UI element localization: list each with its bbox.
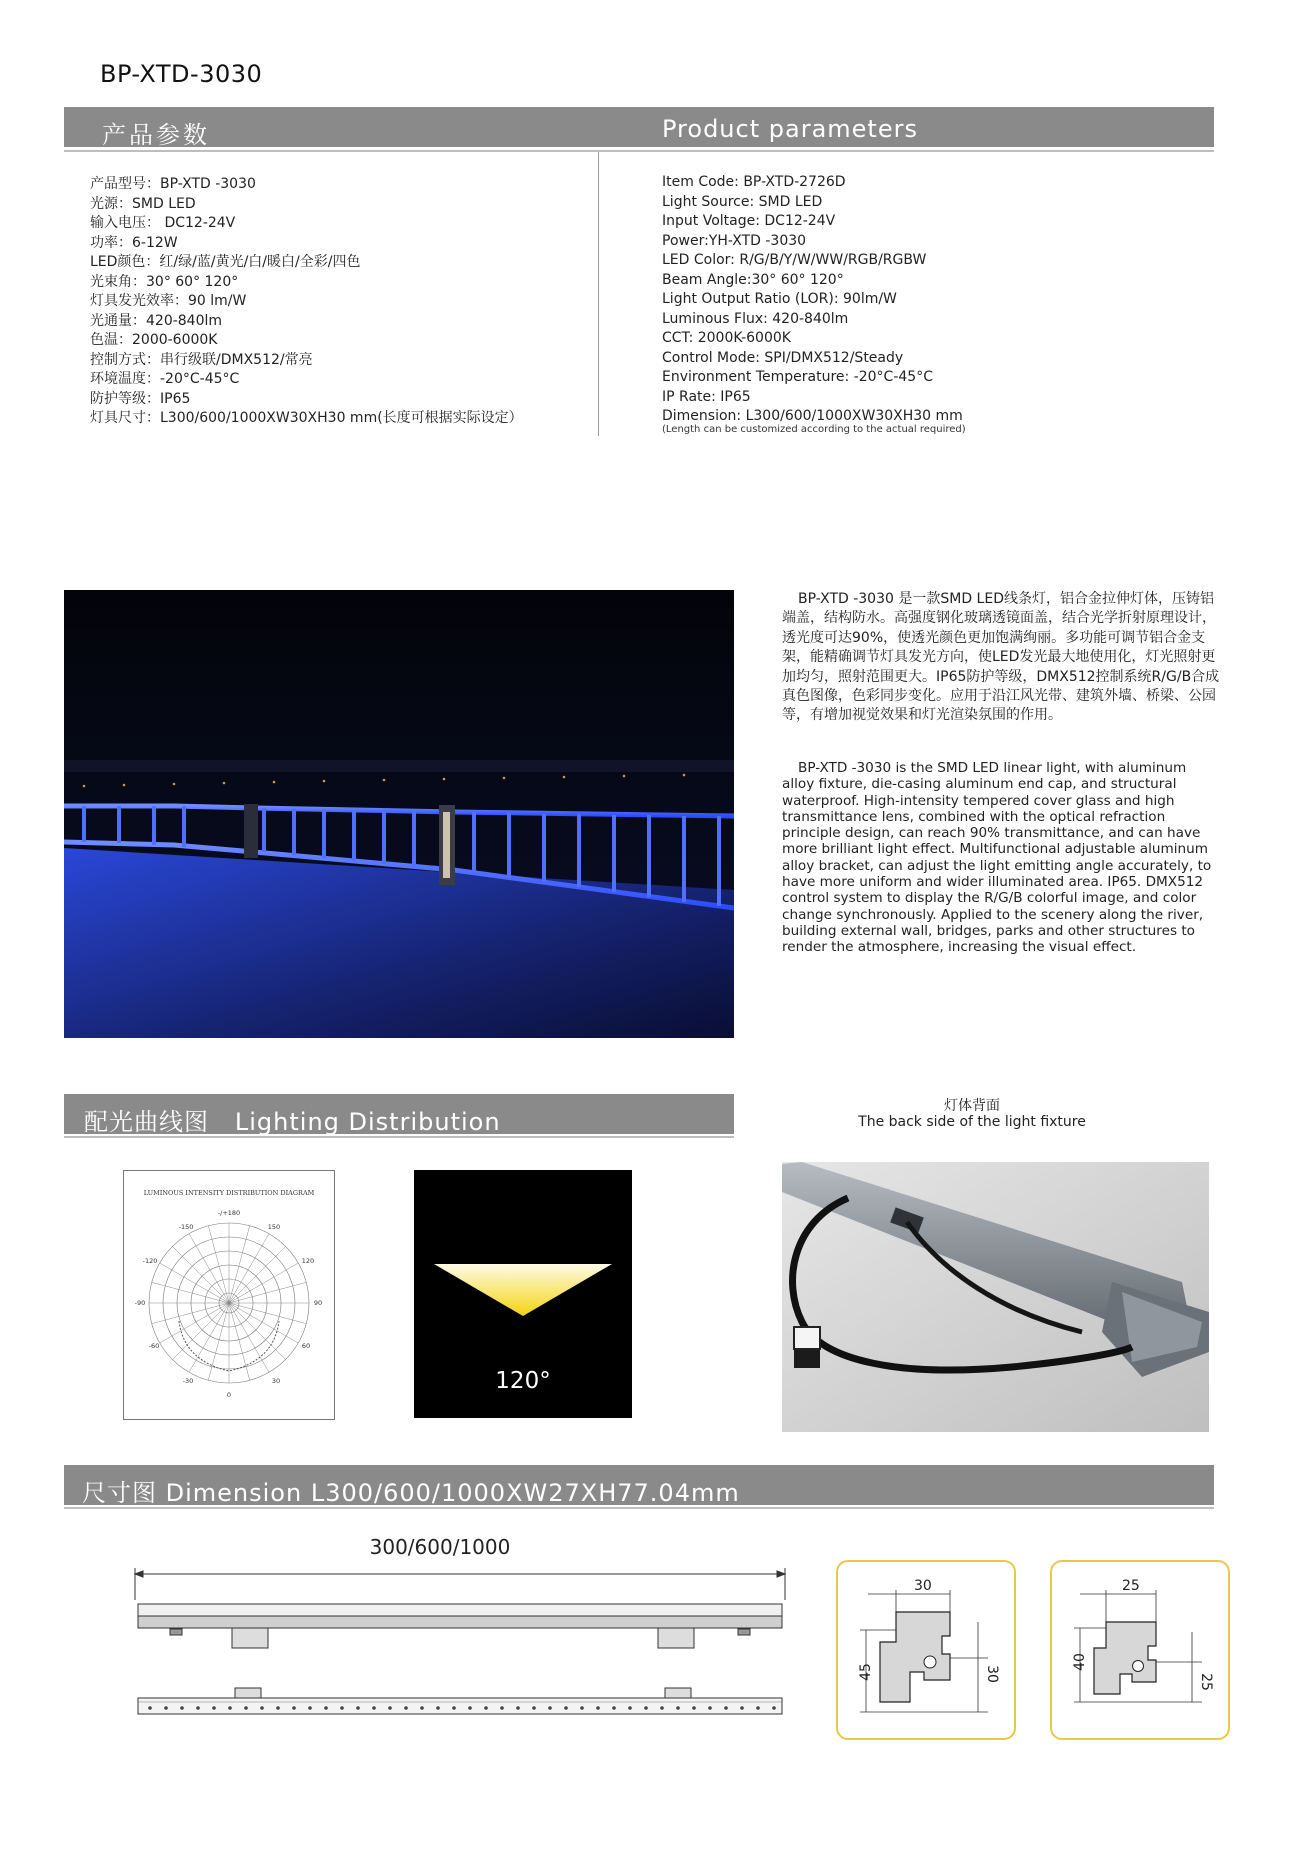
param-en-item: Control Mode: SPI/DMX512/Steady bbox=[662, 349, 904, 366]
param-cn-item: 灯具尺寸：L300/600/1000XW30XH30 mm(长度可根据实际设定） bbox=[90, 410, 523, 426]
param-cn-item: LED颜色：红/绿/蓝/黄光/白/暖白/全彩/四色 bbox=[90, 254, 361, 270]
side-view-svg bbox=[130, 1560, 790, 1720]
polar-label: -30 bbox=[182, 1377, 194, 1385]
column-divider bbox=[598, 152, 599, 436]
polar-intensity-diagram bbox=[123, 1170, 335, 1420]
cross-section-25 bbox=[1050, 1560, 1230, 1740]
param-en-item: Beam Angle:30° 60° 120° bbox=[662, 271, 844, 288]
section-2-height-right: 25 bbox=[1198, 1673, 1214, 1691]
polar-label: 0 bbox=[226, 1391, 232, 1399]
header-underline bbox=[64, 150, 1214, 152]
param-en-item: Item Code: BP-XTD-2726D bbox=[662, 174, 846, 190]
lighting-header-cn bbox=[84, 1102, 501, 1137]
lighting-header-cn-text: 配光曲线图 bbox=[84, 1108, 209, 1136]
param-en-item: Environment Temperature: -20°C-45°C bbox=[662, 369, 933, 385]
param-header-en: Product parameters bbox=[662, 115, 918, 143]
description-cn: BP-XTD -3030 是一款SMD LED线条灯，铝合金拉伸灯体，压铸铝端盖，结构防水。高强度钢化玻璃透镜面盖，结合光学折射原理设计，透光度可达90%，使透光颜色更加饱满绚丽。多功能可调节铝合金支架，能精确调节灯具发光方向，使LED发光最大地使用化，灯光照射更加均匀，照射范围更大。IP65防护等级，DMX512控制系统R/G/B合成真色图像，色彩同步变化。应用于沿江风光带、建筑外墙、桥梁、公园等，有增加视觉效果和灯光渲染氛围的作用。 bbox=[782, 591, 1220, 724]
dimension-header bbox=[64, 1465, 1214, 1505]
param-cn-item: 环境温度：-20°C-45°C bbox=[90, 371, 240, 387]
fixture-back-illustration bbox=[782, 1162, 1209, 1432]
beam-angle-label: 120° bbox=[495, 1368, 551, 1394]
param-cn-item: 产品型号：BP-XTD -3030 bbox=[90, 176, 256, 192]
param-en-item: Input Voltage: DC12-24V bbox=[662, 213, 836, 229]
polar-label: -/+180 bbox=[217, 1209, 241, 1217]
product-parameters-header bbox=[64, 107, 1214, 147]
param-cn-item: 光束角：30° 60° 120° bbox=[90, 273, 239, 290]
polar-label: 30 bbox=[271, 1377, 281, 1385]
side-view-drawing bbox=[130, 1560, 790, 1720]
param-cn-item: 灯具发光效率：90 lm/W bbox=[90, 293, 247, 309]
polar-label: 150 bbox=[267, 1223, 281, 1231]
lighting-distribution-header bbox=[64, 1094, 734, 1134]
polar-label: -120 bbox=[142, 1257, 158, 1265]
length-dimension-label: 300/600/1000 bbox=[369, 1535, 511, 1559]
polar-diagram-svg bbox=[124, 1171, 334, 1419]
param-cn-item: 光源：SMD LED bbox=[90, 195, 196, 212]
lighting-header-en-text: Lighting Distribution bbox=[234, 1108, 501, 1136]
back-side-label-cn: 灯体背面 bbox=[944, 1098, 1000, 1114]
dim-underline bbox=[64, 1507, 1214, 1509]
param-cn-item: 功率：6-12W bbox=[90, 234, 178, 251]
section-1-height-left: 45 bbox=[858, 1663, 874, 1681]
polar-label: -150 bbox=[178, 1223, 194, 1231]
section-1-height-right: 30 bbox=[984, 1665, 1000, 1683]
back-side-photo bbox=[782, 1162, 1209, 1432]
description-en: BP-XTD -3030 is the SMD LED linear light, with aluminum alloy fixture, die-casing aluminum end cap, and structural waterproof. High-intensity tempered cover glass and high transmittance lens, combined with the optical refraction principle design, can reach 90% transmittance, and can have more brilliant light effect. Multifunctional adjustable aluminum alloy bracket, can adjust the light emitting angle accurately, to have more uniform and wider illuminated area. IP65. DMX512 control system to display the R/G/B colorful image, and color change synchronously. Applied to the scenery along the river, building external wall, bridges, parks and other structures to render the atmosphere, increasing the visual effect. bbox=[782, 760, 1212, 956]
railing-night-illustration bbox=[64, 590, 734, 1038]
params-cn-list bbox=[90, 175, 523, 429]
param-en-item: Dimension: L300/600/1000XW30XH30 mm bbox=[662, 408, 963, 424]
param-en-item: Luminous Flux: 420-840lm bbox=[662, 310, 849, 327]
param-en-item: Light Output Ratio (LOR): 90lm/W bbox=[662, 291, 897, 307]
param-cn-item: 色温：2000-6000K bbox=[90, 332, 218, 348]
polar-title: LUMINOUS INTENSITY DISTRIBUTION DIAGRAM bbox=[143, 1189, 315, 1197]
param-header-cn: 产品参数 bbox=[102, 121, 210, 149]
param-en-item: Power:YH-XTD -3030 bbox=[662, 232, 807, 249]
dist-underline bbox=[64, 1136, 734, 1138]
section-1-width: 30 bbox=[914, 1578, 932, 1594]
polar-label: 60 bbox=[301, 1342, 311, 1350]
param-cn-item: 控制方式：串行级联/DMX512/常亮 bbox=[90, 351, 313, 368]
length-footnote: (Length can be customized according to the actual required) bbox=[662, 424, 966, 435]
polar-label: 120 bbox=[301, 1257, 315, 1265]
application-photo bbox=[64, 590, 734, 1038]
param-en-item: LED Color: R/G/B/Y/W/WW/RGB/RGBW bbox=[662, 252, 927, 268]
param-cn-item: 输入电压： DC12-24V bbox=[90, 215, 236, 231]
cross-section-30-svg bbox=[838, 1562, 1014, 1738]
back-side-label-en: The back side of the light fixture bbox=[858, 1114, 1086, 1130]
param-en-item: CCT: 2000K-6000K bbox=[662, 330, 791, 346]
dimension-header-text: 尺寸图 Dimension L300/600/1000XW27XH77.04mm bbox=[82, 1479, 740, 1507]
param-cn-item: 光通量：420-840lm bbox=[90, 312, 223, 329]
section-2-width: 25 bbox=[1122, 1578, 1140, 1594]
section-2-height-left: 40 bbox=[1072, 1653, 1088, 1671]
cross-section-30 bbox=[836, 1560, 1016, 1740]
model-title: BP-XTD-3030 bbox=[100, 60, 263, 88]
param-en-item: IP Rate: IP65 bbox=[662, 388, 751, 405]
cross-section-25-svg bbox=[1052, 1562, 1228, 1738]
param-cn-item: 防护等级：IP65 bbox=[90, 390, 191, 407]
beam-angle-panel bbox=[414, 1170, 632, 1418]
param-en-item: Light Source: SMD LED bbox=[662, 193, 823, 210]
polar-label: 90 bbox=[313, 1299, 323, 1307]
polar-label: -60 bbox=[148, 1342, 160, 1350]
params-en-list bbox=[662, 173, 963, 427]
polar-label: -90 bbox=[134, 1299, 146, 1307]
